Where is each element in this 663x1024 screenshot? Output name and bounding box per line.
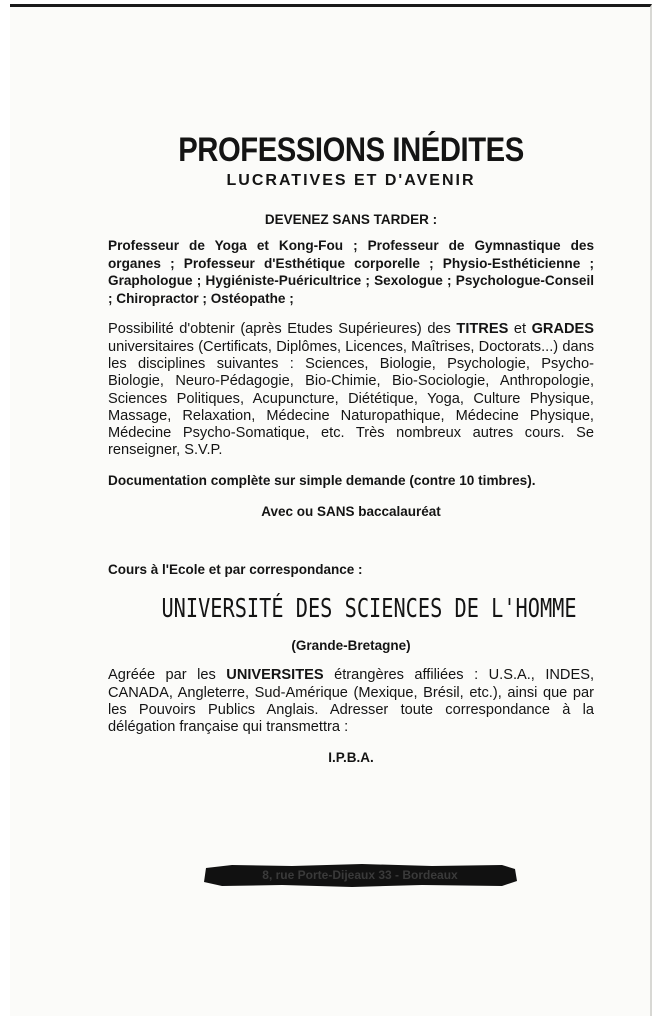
baccalaureat-note: Avec ou SANS baccalauréat: [261, 504, 441, 520]
accreditation-universites: UNIVERSITES: [226, 667, 324, 684]
courses-heading: Cours à l'Ecole et par correspondance :: [108, 562, 363, 578]
accreditation-intro: Agréée par les: [108, 667, 227, 684]
redacted-address-text: 8, rue Porte-Dijeaux 33 - Bordeaux: [262, 868, 458, 882]
accreditation-paragraph: [108, 667, 594, 736]
organisation-name: I.P.B.A.: [328, 749, 374, 765]
call-to-action: DEVENEZ SANS TARDER :: [264, 212, 438, 227]
document-content: [108, 129, 594, 767]
degrees-intro: Possibilité d'obtenir (après Etudes Supérieures) des: [108, 321, 457, 338]
documentation-note: Documentation complète sur simple demande (contre 10 timbres).: [108, 472, 536, 488]
university-country: (Grande-Bretagne): [291, 638, 411, 654]
accreditation-rest: étrangères affiliées : U.S.A., INDES, CANADA, Angleterre, Sud-Amérique (Mexique, Brésil, etc.), ainsi que par les Pouvoirs Publics Anglais. Adresser toute correspondance à la délégation française qui transmettra :: [108, 667, 594, 736]
degrees-grades: GRADES: [531, 321, 595, 338]
page-subtitle: LUCRATIVES ET D'AVENIR: [226, 172, 476, 189]
degrees-rest: universitaires (Certificats, Diplômes, Licences, Maîtrises, Doctorats...) dans les disciplines suivantes : Sciences, Biologie, Psychologie, Psycho-Biologie, Neuro-Pédagogie, Bio-Chimie, Bio-Sociologie, Anthropologie, Sciences Politiques, Acupuncture, Diététique, Yoga, Culture Physique, Massage, Relaxation, Médecine Naturopathique, Médecine Physique, Médecine Psycho-Somatique, etc. Très nombreux autres cours. Se renseigner, S.V.P.: [108, 338, 594, 459]
page-title: PROFESSIONS INÉDITES: [178, 131, 524, 169]
degrees-et: et: [508, 321, 532, 338]
university-name: UNIVERSITÉ DES SCIENCES DE L'HOMME: [161, 594, 577, 625]
redacted-address: [202, 862, 518, 888]
document-page: [10, 4, 652, 1016]
degrees-paragraph: [108, 321, 594, 459]
degrees-titres: TITRES: [456, 321, 509, 338]
professions-list: Professeur de Yoga et Kong-Fou ; Professeur de Gymnastique des organes ; Professeur d'Esthétique corporelle ; Physio-Esthéticienne ; Graphologue ; Hygiéniste-Puéricultrice ; Sexologue ; Psychologue-Conseil ; Chiropractor ; Ostéopathe ;: [108, 238, 594, 306]
